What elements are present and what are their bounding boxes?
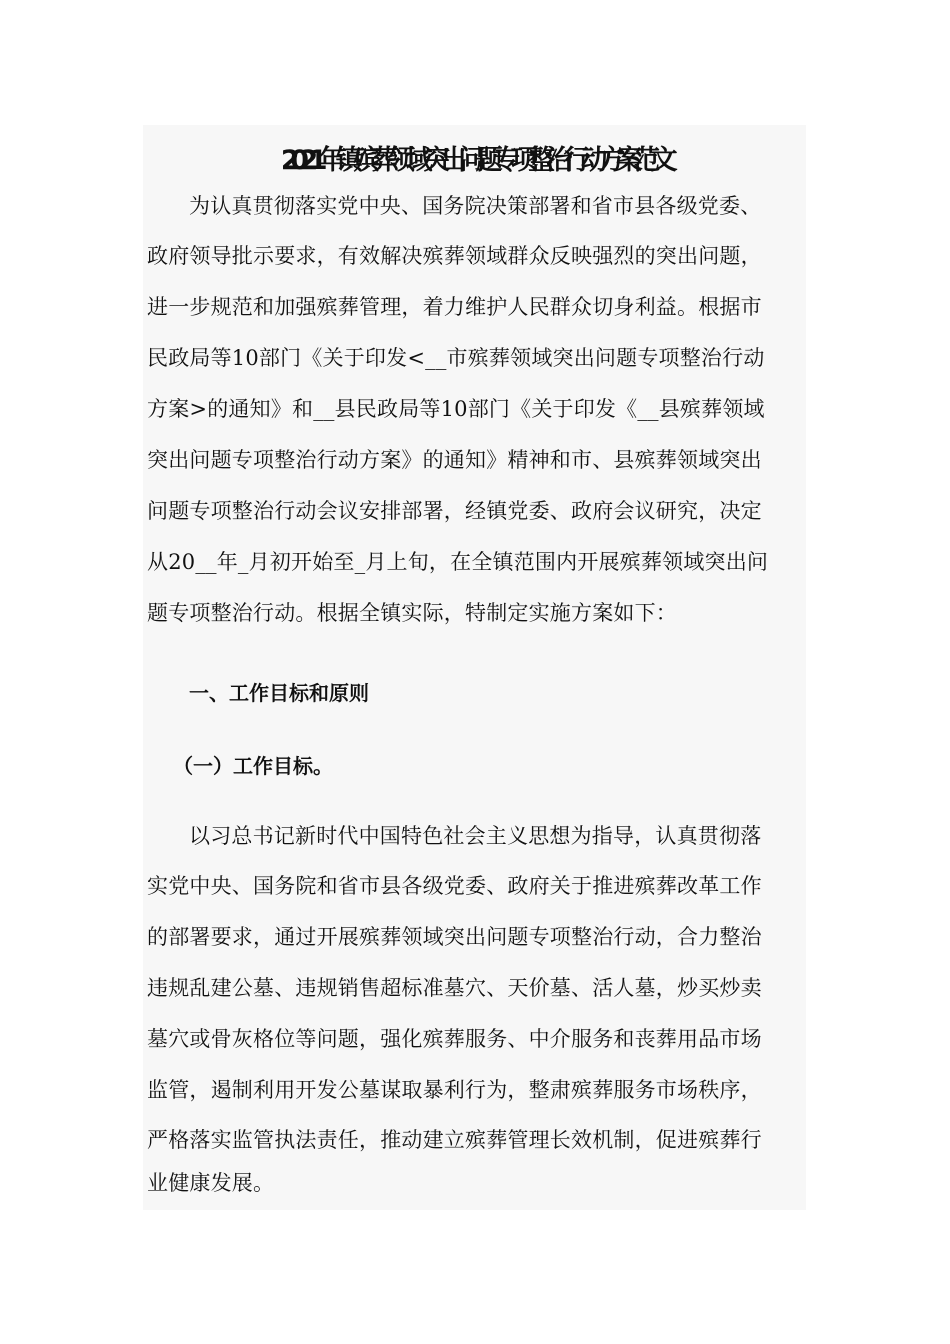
body-line-6: 监管，遏制利用开发公墓谋取暴利行为，整肃殡葬服务市场秩序， xyxy=(147,1078,762,1102)
body-line-7: 严格落实监管执法责任，推动建立殡葬管理长效机制，促进殡葬行 xyxy=(147,1128,762,1152)
intro-line-9: 题专项整治行动。根据全镇实际，特制定实施方案如下： xyxy=(147,601,677,625)
body-line-2: 实党中央、国务院和省市县各级党委、政府关于推进殡葬改革工作 xyxy=(147,874,762,898)
section-heading: 一、工作目标和原则 xyxy=(189,681,369,705)
intro-line-7: 问题专项整治行动会议安排部署，经镇党委、政府会议研究，决定 xyxy=(147,499,762,523)
document-title: 2021年镇殡葬领域突出问题专项整治行动方案范文 xyxy=(280,145,669,176)
intro-line-2: 政府领导批示要求，有效解决殡葬领域群众反映强烈的突出问题， xyxy=(147,244,762,268)
intro-line-8: 从20__年_月初开始至_月上旬，在全镇范围内开展殡葬领域突出问 xyxy=(147,550,769,574)
intro-line-6: 突出问题专项整治行动方案》的通知》精神和市、县殡葬领域突出 xyxy=(147,448,762,472)
intro-line-4: 民政局等10部门《关于印发<__市殡葬领域突出问题专项整治行动 xyxy=(147,346,765,370)
intro-line-5: 方案>的通知》和__县民政局等10部门《关于印发《__县殡葬领域 xyxy=(147,397,765,421)
body-line-5: 墓穴或骨灰格位等问题，强化殡葬服务、中介服务和丧葬用品市场 xyxy=(147,1027,762,1051)
intro-line-3: 进一步规范和加强殡葬管理，着力维护人民群众切身利益。根据市 xyxy=(147,295,762,319)
intro-line-1: 为认真贯彻落实党中央、国务院决策部署和省市县各级党委、 xyxy=(189,194,762,218)
subsection-heading: （一）工作目标。 xyxy=(173,754,333,778)
document-page xyxy=(143,125,806,1210)
body-line-4: 违规乱建公墓、违规销售超标准墓穴、天价墓、活人墓，炒买炒卖 xyxy=(147,976,762,1000)
body-line-8: 业健康发展。 xyxy=(147,1171,275,1195)
body-line-3: 的部署要求，通过开展殡葬领域突出问题专项整治行动，合力整治 xyxy=(147,925,762,949)
body-line-1: 以习总书记新时代中国特色社会主义思想为指导，认真贯彻落 xyxy=(189,824,762,848)
